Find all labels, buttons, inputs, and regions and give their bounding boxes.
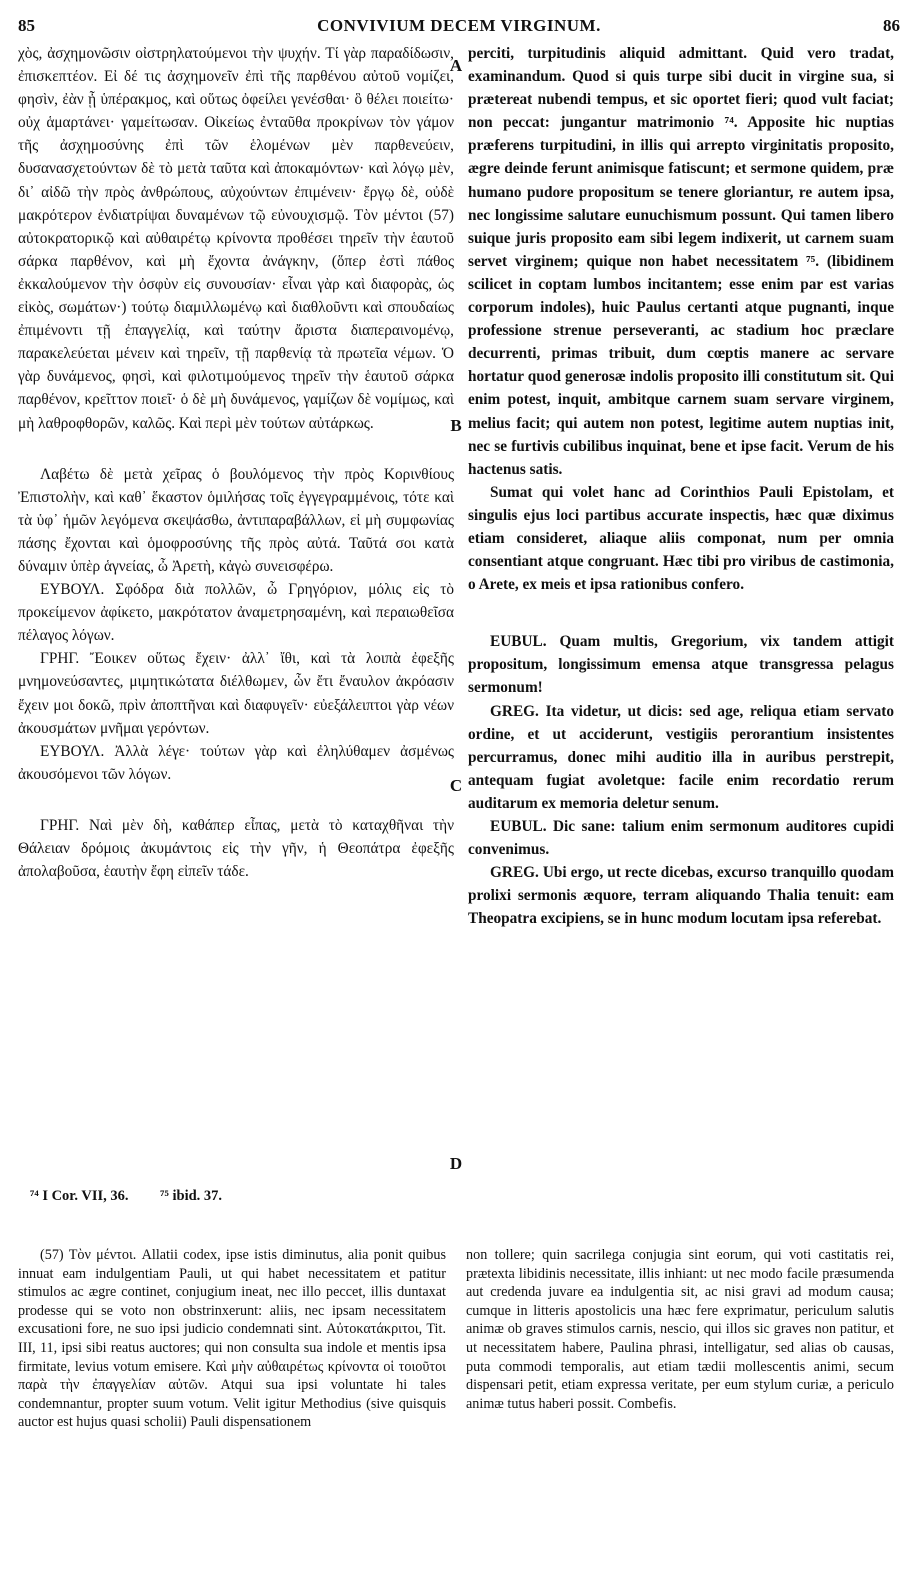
footnote-75: ⁷⁵ ibid. 37. (160, 1188, 223, 1204)
section-marker-a: A (449, 56, 463, 75)
greek-paragraph-4: ΓΡΗΓ. Ἔοικεν οὕτως ἔχειν· ἀλλ᾽ ἴθι, καὶ τὰ λοιπὰ ἐφεξῆς μνημονεύσαντες, μιμητικώτατα διέλθωμεν, ὧν ἔτι ἔναυλον ἀκρόασιν ἔχειν μοι δοκῶ, πρὶν ἀποπτῆναι καὶ διαφυγεῖν· εὐεξάλειπτοι γὰρ νέων ἀκουσμάτων μνῆμαι γερόντων. (18, 650, 454, 737)
running-header (18, 12, 900, 38)
note-column-left (18, 1246, 446, 1432)
note-left-text: (57) Τὸν μέντοι. Allatii codex, ipse istis diminutus, alia ponit quibus innuat eam indulgentiam Pauli, ut qui habet necessitatem et patitur stimulos ac ægre continet, conjugium ineat, nec illo peccet, illis duntaxat prodesse qui se voto non obstrinxerunt: aliis, nec ipsam necessitatem excusationi fore, ne suo ipsi judicio condemnati sint. Αὐτοκατάκριτοι, Tit. III, 11, ipsi sibi reatus auctores; qui non consulta sua indole et mentis ipsa firmitate, levius votum emisere. Καὶ μὴν αὐθαιρέτως κρίνοντα οἱ τοιοῦτοι παρὰ τὴν ἐπαγγελίαν αὐτῶν. Atqui sua ipsi voluntate hi tales condemnantur, propter suum votum. Velit igitur Methodius (sive quisquis auctor est hujus quasi scholii) Pauli dispensationem (18, 1247, 446, 1431)
page-number-left: 85 (18, 16, 35, 35)
greek-paragraph-6: ΓΡΗΓ. Ναὶ μὲν δὴ, καθάπερ εἶπας, μετὰ τὸ καταχθῆναι τὴν Θάλειαν δρόμοις ἀκυμάντοις εἰς τὴν γῆν, ἡ Θεοπάτρα ἐφεξῆς ἀπολαβοῦσα, ἑαυτὴν ἔφη εἰπεῖν τάδε. (18, 816, 454, 881)
greek-paragraph-5: ΕΥΒΟΥΛ. Ἀλλὰ λέγε· τούτων γὰρ καὶ ἐληλύθαμεν ἀσμένως ἀκουσόμενοι τῶν λόγων. (18, 742, 454, 783)
footnotes (30, 1188, 460, 1205)
greek-paragraph-3: ΕΥΒΟΥΛ. Σφόδρα διὰ πολλῶν, ὦ Γρηγόριον, μόλις εἰς τὸ προκείμενον ἀφίκετο, μακρότατον ἀναμετρησαμένη, καὶ περαιωθεῖσα πέλαγος λόγων. (18, 581, 454, 645)
section-marker-b: B (450, 416, 462, 435)
footnote-74: ⁷⁴ I Cor. VII, 36. (30, 1188, 129, 1204)
page-number-right: 86 (883, 16, 900, 35)
note-column-right (466, 1246, 894, 1413)
greek-column (18, 42, 454, 883)
latin-column (468, 42, 894, 930)
running-title: CONVIVIUM DECEM VIRGINUM. (317, 16, 601, 35)
greek-paragraph-2: Λαβέτω δὲ μετὰ χεῖρας ὁ βουλόμενος τὴν πρὸς Κορινθίους Ἐπιστολὴν, καὶ καθ᾽ ἕκαστον ὁμιλήσας τοῖς ἐγγεγραμμένοις, τότε καὶ τὰ ὑφ᾽ ἡμῶν λεγόμενα σκεψάσθω, ἀντιπαραβάλλων, εἰ μὴ συμφωνίας πάσης ἔχονται καὶ ὁμοφροσύνης τῆς πρὸς αὐτά. Ταῦτά σοι κατὰ δύναμιν ὑπὲρ ἁγνείας, ὦ Ἀρετὴ, κἀγὼ συνεισφέρω. (18, 465, 454, 575)
latin-paragraph-4: GREG. Ita videtur, ut dicis: sed age, reliqua etiam servato ordine, et ut acciderunt, vestigiis perorantium insistentes percurramus, donec mihi auditio illa in auribus perstrepit, antequam fugiat avoletque: facile enim recordatio rerum auditarum ex memoria deletur senum. (468, 702, 894, 812)
latin-paragraph-2: Sumat qui volet hanc ad Corinthios Pauli Epistolam, et singulis ejus loci partibus accurate inspectis, hæc quæ diximus etiam consideret, aliaque aliis componat, num per omnia consentiant atque congruant. Hæc tibi pro viribus de castimonia, o Arete, ex meis et ipsa rationibus confero. (468, 483, 894, 594)
latin-paragraph-5: EUBUL. Dic sane: talium enim sermonum auditores cupidi convenimus. (468, 818, 894, 859)
greek-paragraph-1: χὸς, ἀσχημονῶσιν οἰστρηλατούμενοι τὴν ψυχήν. Τί γὰρ παραδίδωσιν, ἐπισκεπτέον. Εἰ δέ τις ἀσχημονεῖν ἐπὶ τῆς παρθένου αὐτοῦ νομίζει, φησὶν, ἐὰν ᾖ ὑπέρακμος, καὶ οὕτως ὀφείλει γενέσθαι· ὃ θέλει ποιείτω· οὐχ ἁμαρτάνει· γαμείτωσαν. Οἰκείως ἐνταῦθα προκρίνων τὸν γάμον τῆς ἀσχημοσύνης ἐπὶ τῶν ἑλομένων μὲν παρθενεύειν, δυσανασχετούντων δὲ τὸ μετὰ ταῦτα καὶ ἀποκαμόντων· καὶ λόγῳ μὲν, δι᾽ αἰδῶ τὴν πρὸς ἀνθρώπους, αὐχούντων ἐπιμένειν· ἔργῳ δὲ, οὐδὲ μακρότερον ἐνδιατρίψαι δυναμένων τῷ εὐνουχισμῷ. Τὸν μέντοι (57) αὐτοκρατορικῷ καὶ αὐθαιρέτῳ κρίνοντα προθέσει τηρεῖν τὴν ἑαυτοῦ σάρκα παρθένον, καὶ μὴ ἔχοντα ἀνάγκην, (ὅπερ ἐστὶ πάθος ἐκκαλούμενον τὴν ὀσφὺν εἰς συνουσίαν· εἶναι γὰρ καὶ διαφορὰς, ὡς εἰκὸς, σωμάτων·) τούτῳ διαμιλλωμένῳ καὶ διαθλοῦντι καὶ σπουδαίως ἐπιμένοντι τῇ ἐπαγγελίᾳ, καὶ ταύτην ἄριστα διαπεραινομένῳ, παρακελεύεται μένειν καὶ τηρεῖν, τῇ παρθενίᾳ τὰ πρωτεῖα νέμων. Ὁ γὰρ δυνάμενος, φησὶ, καὶ φιλοτιμούμενος τηρεῖν τὴν ἑαυτοῦ σάρκα παρθένον, κρεῖττον ποιεῖ· ὁ δὲ μὴ δυνάμενος, γαμίζων δὲ νομίμως, καὶ μὴ λαθροφθορῶν, καλῶς. Καὶ περὶ μὲν τούτων αὐτάρκως. (18, 45, 454, 432)
latin-paragraph-1: perciti, turpitudinis aliquid admittant. Quid vero tradat, examinandum. Quod si quis turpe sibi ducit in virgine sua, si prætereat nubendi tempus, et sic oportet fieri; quod vult faciat; non peccat: jungantur matrimonio ⁷⁴. Apposite hic nuptias præferens turpitudini, in illis qui arrepto virginitatis proposito, ægre deinde ferunt animisque fatiscunt; et sermone quidem, præ humano pudore propositum se tenere gloriantur, re autem ipsa, nec longissime salutare eunuchismum possunt. Qui tamen libero suique juris proposito eam sibi legem indixerit, ut carnem suam servet virginem; quique non habet necessitatem ⁷⁵. (libidinem scilicet in coptam lumbos incitantem; esse enim par est varias corporum indoles), huic Paulus certanti atque pugnanti, inque professione strenue perseveranti, ac stadium hoc præclare decurrenti, primas tribuit, dum cœptis manere ac servare hortatur quod generosæ indolis proposito illi constitutum sit. Qui enim potest, inquit, ambitque carnem suam servare virginem, melius facit; qui autem non potest, legitime autem nuptias init, nec se furtivis cubilibus inquinat, bene et ipse facit. Verum de his hactenus satis. (468, 45, 894, 478)
note-right-text: non tollere; quin sacrilega conjugia sint eorum, qui voti castitatis rei, prætexta libidinis necessitate, illis inhiant: ut nec modo facile præsumenda aut credenda juvare ea indulgentia sit, ac nisi gravi ad modum causa; cumque in litteris apostolicis una hæc fere exprimatur, periculum salutis animæ ob graves stimulos carnis, nescio, qui illos sic graves non patitur, et ut necessitatem habere, Paulina phrasi, intelligatur, sed alias ob causas, puta commodi temporalis, aut etiam tædii mollescentis animi, secum dispensari petit, etiam expressa veritate, per eum stylum curiæ, a periculo animæ tutus haberi possit. Combefis. (466, 1247, 894, 1412)
section-marker-d: D (449, 1154, 463, 1173)
latin-paragraph-3: EUBUL. Quam multis, Gregorium, vix tandem attigit propositum, longissimum emensa atque transgressa pelagus sermonum! (468, 633, 894, 697)
section-marker-c: C (449, 776, 463, 795)
latin-paragraph-6: GREG. Ubi ergo, ut recte dicebas, excurso tranquillo quodam prolixi sermonis æquore, terram aliquando Thalia tenuit: eam Theopatra excipiens, se in hunc modum locutam ipsa referebat. (468, 864, 894, 928)
